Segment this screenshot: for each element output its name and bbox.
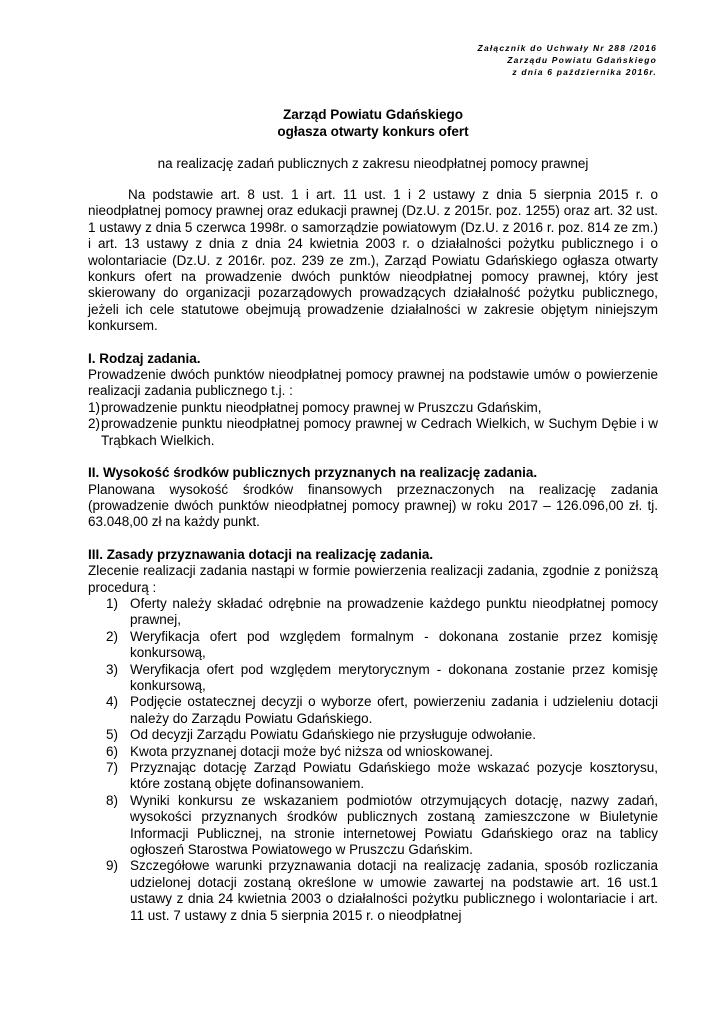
- document-title: [88, 106, 658, 140]
- list-item-text: Kwota przyznanej dotacji może być niższa od wnioskowanej.: [130, 743, 494, 759]
- annex-line-2: Zarządu Powiatu Gdańskiego: [507, 55, 657, 65]
- list-item-text: Weryfikacja ofert pod względem merytorycznym - dokonana zostanie przez komisję konkursową,: [130, 661, 658, 693]
- list-item: [106, 858, 658, 924]
- list-item: [106, 694, 658, 727]
- annex-line-1: Załącznik do Uchwały Nr 288 /2016: [477, 43, 657, 53]
- intro-paragraph: Na podstawie art. 8 ust. 1 i art. 11 ust. 1 i 2 ustawy z dnia 5 sierpnia 2015 r. o nieodpłatnej pomocy prawnej oraz edukacji prawnej (Dz.U. z 2015r. poz. 1255) oraz art. 32 ust. 1 ustawy z dnia 5 czerwca 1998r. o samorządzie powiatowym (Dz.U. z 2016 r. poz. 814 ze zm.) i art. 13 ustawy z dnia z dnia 24 kwietnia 2003 r. o działalności pożytku publicznego i o wolontariacie (Dz.U. z 2016r. poz. 239 ze zm.), Zarząd Powiatu Gdańskiego ogłasza otwarty konkurs ofert na prowadzenie dwóch punktów nieodpłatnej pomocy prawnej, który jest skierowany do organizacji pozarządowych prowadzących działalność pożytku publicznego, jeżeli ich cele statutowe obejmują prowadzenie działalności w zakresie objętym niniejszym konkursem.: [88, 187, 658, 334]
- list-item: [88, 400, 658, 416]
- annex-reference: [478, 42, 657, 78]
- section-3-heading: III. Zasady przyznawania dotacji na realizację zadania.: [88, 546, 434, 562]
- section-3-list: [88, 596, 658, 924]
- list-item-number: 1): [106, 595, 119, 611]
- list-item: [106, 662, 658, 695]
- list-item-number: 9): [106, 858, 119, 874]
- list-item: [106, 760, 658, 793]
- list-item-number: 6): [106, 743, 119, 759]
- list-item: [106, 793, 658, 859]
- list-item-text: Szczegółowe warunki przyznawania dotacji na realizację zadania, sposób rozliczania udzielonej dotacji zostaną określone w umowie zawartej na podstawie art. 16 ust.1 ustawy z dnia 24 kwietnia 2003 o działalności pożytku publicznego i wolontariacie i art. 11 ust. 7 ustawy z dnia 5 sierpnia 2015 r. o nieodpłatnej: [130, 858, 658, 923]
- annex-line-3: z dnia 6 października 2016r.: [512, 67, 657, 77]
- list-item-text: Wyniki konkursu ze wskazaniem podmiotów otrzymujących dotację, nazwy zadań, wysokości przyznanych środków publicznych zostaną zamieszczone w Biuletynie Informacji Publicznej, na stronie internetowej Powiatu Gdańskiego oraz na tablicy ogłoszeń Starostwa Powiatowego w Pruszczu Gdańskim.: [130, 792, 658, 858]
- list-item-text: Podjęcie ostatecznej decyzji o wyborze ofert, powierzeniu zadania i udzieleniu dotacji należy do Zarządu Powiatu Gdańskiego.: [130, 694, 658, 726]
- list-item-number: 5): [106, 727, 119, 743]
- list-item-text: prowadzenie punktu nieodpłatnej pomocy prawnej w Cedrach Wielkich, w Suchym Dębie i w Trąbkach Wielkich.: [101, 416, 658, 448]
- section-1-list: [88, 400, 658, 449]
- list-item: [106, 727, 658, 743]
- section-2-text: Planowana wysokość środków finansowych przeznaczonych na realizację zadania (prowadzenie dwóch punktów nieodpłatnej pomocy prawnej) w roku 2017 – 126.096,00 zł. tj. 63.048,00 zł na każdy punkt.: [88, 481, 658, 530]
- section-1-heading: I. Rodzaj zadania.: [88, 350, 201, 366]
- list-item-text: prowadzenie punktu nieodpłatnej pomocy prawnej w Pruszczu Gdańskim,: [101, 399, 542, 415]
- document-subtitle: na realizację zadań publicznych z zakresu nieodpłatnej pomocy prawnej: [157, 156, 589, 171]
- title-line-2: ogłasza otwarty konkurs ofert: [277, 124, 469, 139]
- list-item: [106, 629, 658, 662]
- list-item-text: Weryfikacja ofert pod względem formalnym - dokonana zostanie przez komisję konkursową,: [130, 628, 658, 661]
- list-item-number: 4): [106, 694, 119, 710]
- section-3-text: Zlecenie realizacji zadania nastąpi w formie powierzenia realizacji zadania, zgodnie z poniższą procedurą :: [88, 563, 658, 595]
- document-body: [88, 187, 658, 924]
- list-item-number: 2): [106, 628, 119, 644]
- list-item-number: 3): [106, 661, 119, 677]
- list-item: [106, 596, 658, 629]
- list-item-number: 1): [88, 399, 101, 415]
- title-line-1: Zarząd Powiatu Gdańskiego: [282, 107, 464, 122]
- list-item-number: 2): [88, 416, 101, 432]
- list-item: [106, 744, 658, 760]
- list-item-text: Od decyzji Zarządu Powiatu Gdańskiego nie przysługuje odwołanie.: [130, 727, 536, 743]
- section-2-heading: II. Wysokość środków publicznych przyznanych na realizację zadania.: [88, 465, 538, 481]
- list-item-text: Oferty należy składać odrębnie na prowadzenie każdego punktu nieodpłatnej pomocy prawnej,: [130, 595, 658, 628]
- list-item-number: 8): [106, 792, 119, 808]
- list-item: [88, 416, 658, 449]
- list-item-text: Przyznając dotację Zarząd Powiatu Gdańskiego może wskazać pozycje kosztorysu, które zostaną objęte dofinansowaniem.: [130, 760, 658, 792]
- section-1-text: Prowadzenie dwóch punktów nieodpłatnej pomocy prawnej na podstawie umów o powierzenie realizacji zadania publicznego t.j. :: [88, 367, 658, 399]
- list-item-number: 7): [106, 760, 119, 775]
